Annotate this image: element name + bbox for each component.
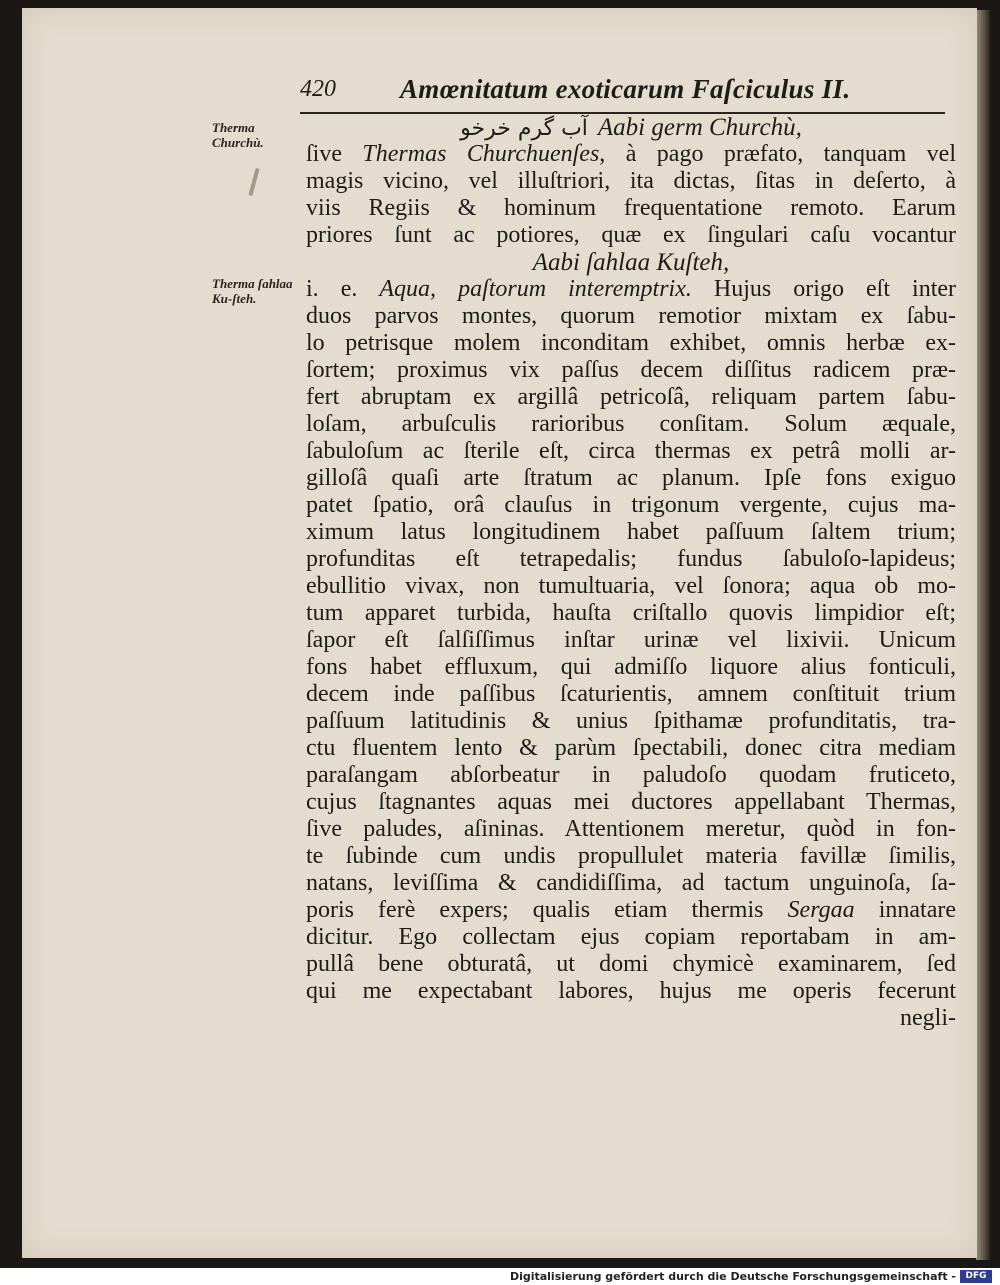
text-span: poris ferè expers; qualis etiam thermis [306,897,788,923]
italic-span: Aqua, paſtorum interemptrix. [379,276,692,302]
text-line: qui me expectabant labores, hujus me operis fecerunt [306,978,956,1004]
text-span: Hujus origo eſt inter [691,276,956,302]
text-line [306,141,956,168]
text-line: tum apparet turbida, hauſta criſtallo quovis limpidior eſt; [306,600,956,626]
text-line: dicitur. Ego collectam ejus copiam reportabam in am- [306,924,956,950]
text-line: patet ſpatio, orâ clauſus in trigonum vergente, cujus ma- [306,492,956,518]
text-line: natans, leviſſima & candidiſſima, ad tactum unguinoſa, ſa- [306,870,956,896]
italic-span: Sergaa [787,897,855,923]
latin-headword-2: Aabi ſahlaa Kuſteh, [532,249,730,276]
arabic-headword: آب گرم خرخو [460,116,588,141]
latin-headword: Aabi germ Churchù, [597,114,802,141]
text-line: ximum latus longitudinem habet paſſuum ſaltem trium; [306,519,956,545]
text-line: cujus ſtagnantes aquas mei ductores appellabant Thermas, [306,789,956,815]
text-line: ſabuloſum ac ſterile eſt, circa thermas ex petrâ molli ar- [306,438,956,464]
page-edge [976,10,990,1260]
dfg-logo: DFG [960,1270,992,1283]
text-line [306,897,956,924]
text-span: i. e. [306,276,380,302]
running-title: Amœnitatum exoticarum Faſciculus II. [400,74,851,104]
body-text [306,114,956,1032]
margin-note-therma-sahlaa: Therma ſahlaa Ku-ſteh. [212,276,293,306]
text-line: lo petrisque molem inconditam exhibet, omnis herbæ ex- [306,330,956,356]
text-line: priores ſunt ac potiores, quæ ex ſingulari caſu vocantur [306,222,956,248]
text-line: ebullitio vivax, non tumultuaria, vel ſonora; aqua ob mo- [306,573,956,599]
text-span: , à pago præfato, tanquam vel [599,141,957,167]
text-span: ſive [306,141,363,167]
headword-line [306,114,956,141]
text-line: decem inde paſſibus ſcaturientis, amnem conſtituit trium [306,681,956,707]
footer-credit: Digitalisierung gefördert durch die Deutsche Forschungsgemeinschaft - [509,1270,956,1283]
margin-note-therma-churchu: Therma Churchù. [212,120,264,150]
headword-line-2 [306,249,956,276]
text-line: gilloſâ quaſi arte ſtratum ac planum. Ipſe fons exiguo [306,465,956,491]
text-line: loſam, arbuſculis rarioribus conſitam. Solum æquale, [306,411,956,437]
text-line: paſſuum latitudinis & unius ſpithamæ profunditatis, tra- [306,708,956,734]
text-span: innatare [854,897,956,923]
text-line: fons habet effluxum, qui admiſſo liquore alius fonticuli, [306,654,956,680]
footer-bar [0,1268,1000,1285]
text-line: duos parvos montes, quorum remotior mixtam ex ſabu- [306,303,956,329]
italic-span: Thermas Churchuenſes [362,141,600,167]
text-line: paraſangam abſorbeatur in paludoſo quodam fruticeto, [306,762,956,788]
text-line: pullâ bene obturatâ, ut domi chymicè examinarem, ſed [306,951,956,977]
catchword: negli- [900,1005,956,1031]
text-line: ſortem; proximus vix paſſus decem diſſitus radicem præ- [306,357,956,383]
page-number: 420 [300,76,336,102]
running-head [300,72,945,114]
text-line: ſapor eſt ſalſiſſimus inſtar urinæ vel lixivii. Unicum [306,627,956,653]
text-line: viis Regiis & hominum frequentatione remoto. Earum [306,195,956,221]
text-line: profunditas eſt tetrapedalis; fundus ſabuloſo-lapideus; [306,546,956,572]
text-line [306,276,956,303]
text-line: te ſubinde cum undis propullulet materia favillæ ſimilis, [306,843,956,869]
text-line: ſive paludes, aſininas. Attentionem meretur, quòd in fon- [306,816,956,842]
text-line: magis vicino, vel illuſtriori, ita dictas, ſitas in deſerto, à [306,168,956,194]
text-line: ctu fluentem lento & parùm ſpectabili, donec citra mediam [306,735,956,761]
text-line: fert abruptam ex argillâ petricoſâ, reliquam partem ſabu- [306,384,956,410]
